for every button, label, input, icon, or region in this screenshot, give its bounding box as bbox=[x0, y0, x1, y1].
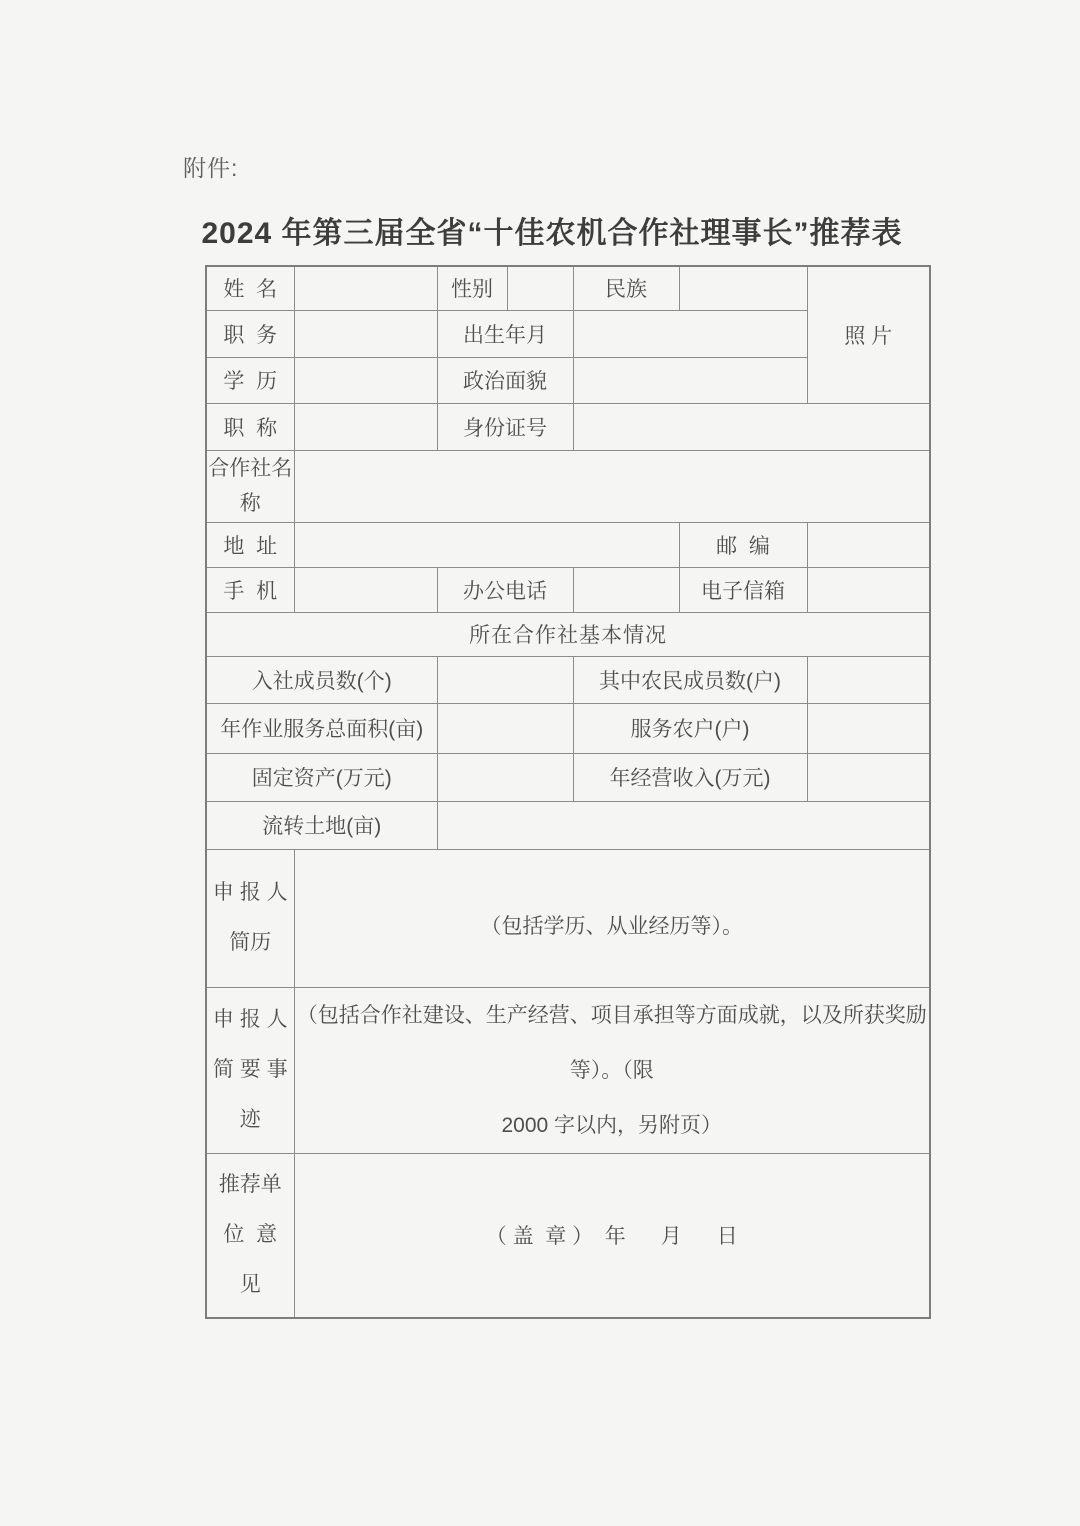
gender-label: 性别 bbox=[437, 266, 507, 310]
address-label: 地 址 bbox=[206, 522, 294, 567]
table-row bbox=[206, 753, 930, 801]
applicant-deeds-label-line3: 迹 bbox=[239, 1108, 261, 1131]
transferred-land-value-cell bbox=[437, 801, 930, 849]
professional-title-value-cell bbox=[294, 403, 437, 450]
coop-basic-info-header: 所在合作社基本情况 bbox=[206, 612, 930, 656]
position-label: 职 务 bbox=[206, 310, 294, 357]
annual-income-label: 年经营收入(万元) bbox=[573, 753, 807, 801]
professional-title-label: 职 称 bbox=[206, 403, 294, 450]
table-row bbox=[206, 612, 930, 656]
transferred-land-label: 流转土地(亩) bbox=[206, 801, 437, 849]
fixed-assets-label: 固定资产(万元) bbox=[206, 753, 437, 801]
applicant-deeds-content-cell bbox=[294, 987, 930, 1153]
table-row bbox=[206, 522, 930, 567]
office-phone-label: 办公电话 bbox=[437, 567, 573, 612]
attachment-label: 附件: bbox=[183, 155, 239, 181]
recommendation-form-table bbox=[205, 265, 931, 1319]
name-value-cell bbox=[294, 266, 437, 310]
table-row bbox=[206, 987, 930, 1153]
birth-date-label: 出生年月 bbox=[437, 310, 573, 357]
id-number-value-cell bbox=[573, 403, 930, 450]
member-count-label: 入社成员数(个) bbox=[206, 656, 437, 703]
education-value-cell bbox=[294, 357, 437, 403]
applicant-deeds-note-line1: （包括合作社建设、生产经营、项目承担等方面成就，以及所获奖励等）。（限 bbox=[296, 1003, 927, 1082]
position-value-cell bbox=[294, 310, 437, 357]
mobile-value-cell bbox=[294, 567, 437, 612]
annual-service-area-label: 年作业服务总面积(亩) bbox=[206, 703, 437, 753]
served-households-label: 服务农户(户) bbox=[573, 703, 807, 753]
table-row bbox=[206, 849, 930, 987]
applicant-resume-label-line1: 申 报 人 bbox=[212, 881, 288, 904]
ethnicity-value-cell bbox=[679, 266, 807, 310]
address-value-cell bbox=[294, 522, 679, 567]
applicant-deeds-label-line1: 申 报 人 bbox=[212, 1008, 288, 1031]
table-row bbox=[206, 801, 930, 849]
recommender-opinion-content-cell bbox=[294, 1153, 930, 1318]
applicant-resume-label-line2: 简历 bbox=[229, 931, 272, 954]
birth-date-value-cell bbox=[573, 310, 807, 357]
table-row bbox=[206, 403, 930, 450]
political-status-label: 政治面貌 bbox=[437, 357, 573, 403]
coop-name-label-line1: 合作社名 bbox=[208, 457, 293, 480]
annual-service-area-value-cell bbox=[437, 703, 573, 753]
recommender-opinion-label-line1: 推荐单 bbox=[218, 1173, 282, 1197]
applicant-resume-label bbox=[206, 849, 294, 987]
table-row bbox=[206, 1153, 930, 1318]
form-title: 2024 年第三届全省“十佳农机合作社理事长”推荐表 bbox=[201, 217, 903, 250]
farmer-member-count-value-cell bbox=[807, 656, 930, 703]
table-row bbox=[206, 266, 930, 310]
name-label: 姓 名 bbox=[206, 266, 294, 310]
gender-value-cell bbox=[507, 266, 573, 310]
fixed-assets-value-cell bbox=[437, 753, 573, 801]
member-count-value-cell bbox=[437, 656, 573, 703]
ethnicity-label: 民族 bbox=[573, 266, 679, 310]
mobile-label: 手 机 bbox=[206, 567, 294, 612]
recommender-opinion-label-line3: 见 bbox=[239, 1273, 261, 1297]
table-row bbox=[206, 703, 930, 753]
stamp-date-line: （ 盖 章 ） 年 月 日 bbox=[485, 1225, 738, 1249]
applicant-deeds-label bbox=[206, 987, 294, 1153]
applicant-deeds-note-line2: 2000 字以内，另附页） bbox=[501, 1113, 723, 1137]
coop-name-label bbox=[206, 450, 294, 522]
recommender-opinion-label bbox=[206, 1153, 294, 1318]
email-label: 电子信箱 bbox=[679, 567, 807, 612]
id-number-label: 身份证号 bbox=[437, 403, 573, 450]
served-households-value-cell bbox=[807, 703, 930, 753]
applicant-resume-content-cell bbox=[294, 849, 930, 987]
applicant-resume-note: （包括学历、从业经历等）。 bbox=[480, 915, 743, 938]
political-status-value-cell bbox=[573, 357, 807, 403]
applicant-deeds-label-line2: 简 要 事 bbox=[212, 1058, 288, 1081]
table-row bbox=[206, 656, 930, 703]
coop-name-value-cell bbox=[294, 450, 930, 522]
email-value-cell bbox=[807, 567, 930, 612]
education-label: 学 历 bbox=[206, 357, 294, 403]
postal-code-label: 邮 编 bbox=[679, 522, 807, 567]
annual-income-value-cell bbox=[807, 753, 930, 801]
table-row bbox=[206, 450, 930, 522]
coop-name-label-line2: 称 bbox=[239, 492, 261, 515]
photo-placeholder-cell: 照 片 bbox=[807, 266, 930, 403]
farmer-member-count-label: 其中农民成员数(户) bbox=[573, 656, 807, 703]
postal-code-value-cell bbox=[807, 522, 930, 567]
office-phone-value-cell bbox=[573, 567, 679, 612]
recommender-opinion-label-line2: 位 意 bbox=[223, 1223, 278, 1247]
table-row bbox=[206, 567, 930, 612]
